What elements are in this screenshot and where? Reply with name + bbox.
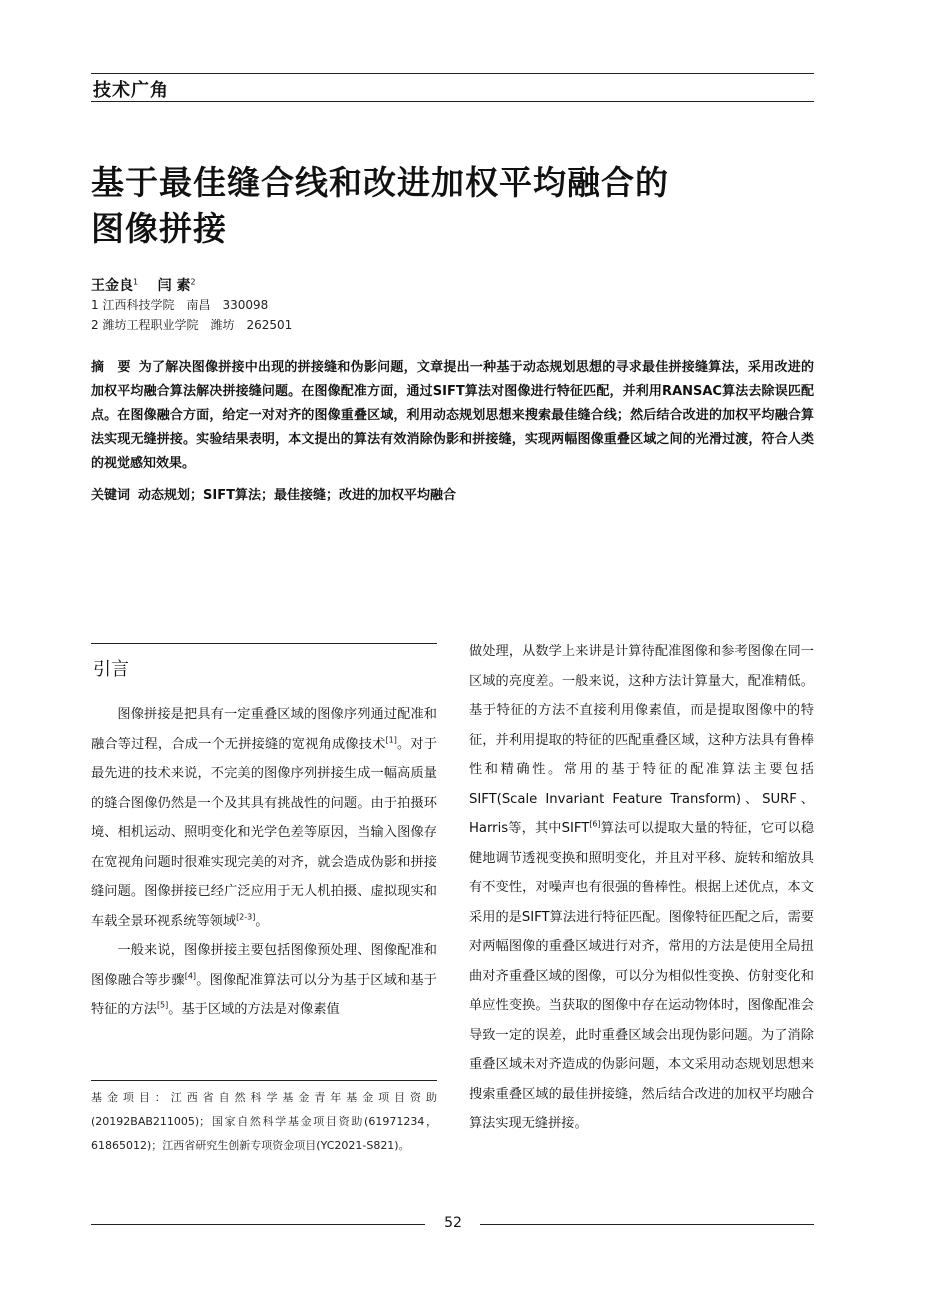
author-2-affil: 2 [190,277,196,287]
body-column-left [91,700,437,1025]
author-2: 闫 素 [157,278,191,294]
authors [91,275,196,295]
footer-rule-right [480,1224,814,1225]
citation-4: [4] [184,971,197,981]
right-text-a: 做处理，从数学上来讲是计算待配准图像和参考图像在同一区域的亮度差。一般来说，这种方法计算量大，配准精低。基于特征的方法不直接利用像素值，而是提取图像中的特征，并利用提取的特征的匹配重叠区域，这种方法具有鲁棒性和精确性。常用的基于特征的配准算法主要包括SIFT(Scale Invariant Feature Transform)、SURF、Harris等，其中SIFT [469,644,814,836]
intro-paragraph-2 [91,936,437,1025]
header-rule-bottom [91,101,814,102]
footer-rule-left [91,1224,425,1225]
intro-p1-text-a: 图像拼接是把具有一定重叠区域的图像序列通过配准和融合等过程，合成一个无拼接缝的宽视角成像技术 [91,707,437,752]
abstract-text: 为了解决图像拼接中出现的拼接缝和伪影问题，文章提出一种基于动态规划思想的寻求最佳拼接缝算法，采用改进的加权平均融合算法解决拼接缝问题。在图像配准方面，通过SIFT算法对图像进行特征匹配，并利用RANSAC算法去除误匹配点。在图像融合方面，给定一对对齐的图像重叠区域，利用动态规划思想来搜索最佳缝合线；然后结合改进的加权平均融合算法实现无缝拼接。实验结果表明，本文提出的算法有效消除伪影和拼接缝，实现两幅图像重叠区域之间的光滑过渡，符合人类的视觉感知效果。 [91,360,814,471]
citation-2-3: [2-3] [236,912,256,922]
author-1: 王金良 [91,278,133,294]
intro-rule [91,643,437,644]
keywords-text: 动态规划；SIFT算法；最佳接缝；改进的加权平均融合 [138,488,456,503]
intro-p2-text-a: 一般来说，图像拼接主要包括图像预处理、图像配准和图像融合等步骤 [91,943,437,988]
funding-rule [91,1080,437,1081]
abstract-label: 摘 要 [91,360,131,375]
paper-title [91,160,814,252]
body-column-right [469,637,814,1139]
intro-p1-text-c: 。 [255,913,269,929]
page-number: 52 [444,1215,462,1231]
intro-heading: 引言 [93,659,129,680]
keywords [91,484,814,503]
citation-1: [1] [385,735,397,745]
funding-note: 基金项目：江西省自然科学基金青年基金项目资助(20192BAB211005)；国家自然科学基金项目资助(61971234，61865012)；江西省研究生创新专项资金项目(YC2021-S821)。 [91,1091,437,1152]
keywords-label: 关键词 [91,488,131,503]
right-text-b: 算法可以提取大量的特征，它可以稳健地调节透视变换和照明变化，并且对平移、旋转和缩放具有不变性，对噪声也有很强的鲁棒性。根据上述优点，本文采用的是SIFT算法进行特征匹配。图像特征匹配之后，需要对两幅图像的重叠区域进行对齐，常用的方法是使用全局扭曲对齐重叠区域的图像，可以分为相似性变换、仿射变化和单应性变换。当获取的图像中存在运动物体时，图像配准会导致一定的误差，此时重叠区域会出现伪影问题。为了消除重叠区域未对齐造成的伪影问题，本文采用动态规划思想来搜索重叠区域的最佳拼接缝，然后结合改进的加权平均融合算法实现无缝拼接。 [469,821,815,1131]
abstract [91,356,814,476]
author-1-affil: 1 [133,277,139,287]
intro-p1-text-b: 。对于最先进的技术来说，不完美的图像序列拼接生成一幅高质量的缝合图像仍然是一个及其具有挑战性的问题。由于拍摄环境、相机运动、照明变化和光学色差等原因，当输入图像存在宽视角问题时很难实现完美的对齐，就会造成伪影和拼接缝问题。图像拼接已经广泛应用于无人机拍摄、虚拟现实和车载全景环视系统等领域 [91,736,438,929]
header-rule-top [91,73,814,74]
title-line-2: 图像拼接 [91,209,227,248]
intro-p2-text-b: 。图像配准算法可以分为基于区域和基于特征的方法 [91,972,437,1017]
citation-5: [5] [156,1000,169,1010]
affiliation-1: 1 江西科技学院 南昌 330098 [91,298,269,312]
section-label: 技术广角 [93,80,169,101]
intro-paragraph-2-cont [469,637,814,1139]
intro-paragraph-1 [91,700,437,936]
intro-p2-text-c: 。基于区域的方法是对像素值 [168,1002,340,1017]
citation-6: [6] [589,819,601,829]
affiliation-2: 2 潍坊工程职业学院 潍坊 262501 [91,318,293,332]
title-line-1: 基于最佳缝合线和改进加权平均融合的 [91,163,669,202]
